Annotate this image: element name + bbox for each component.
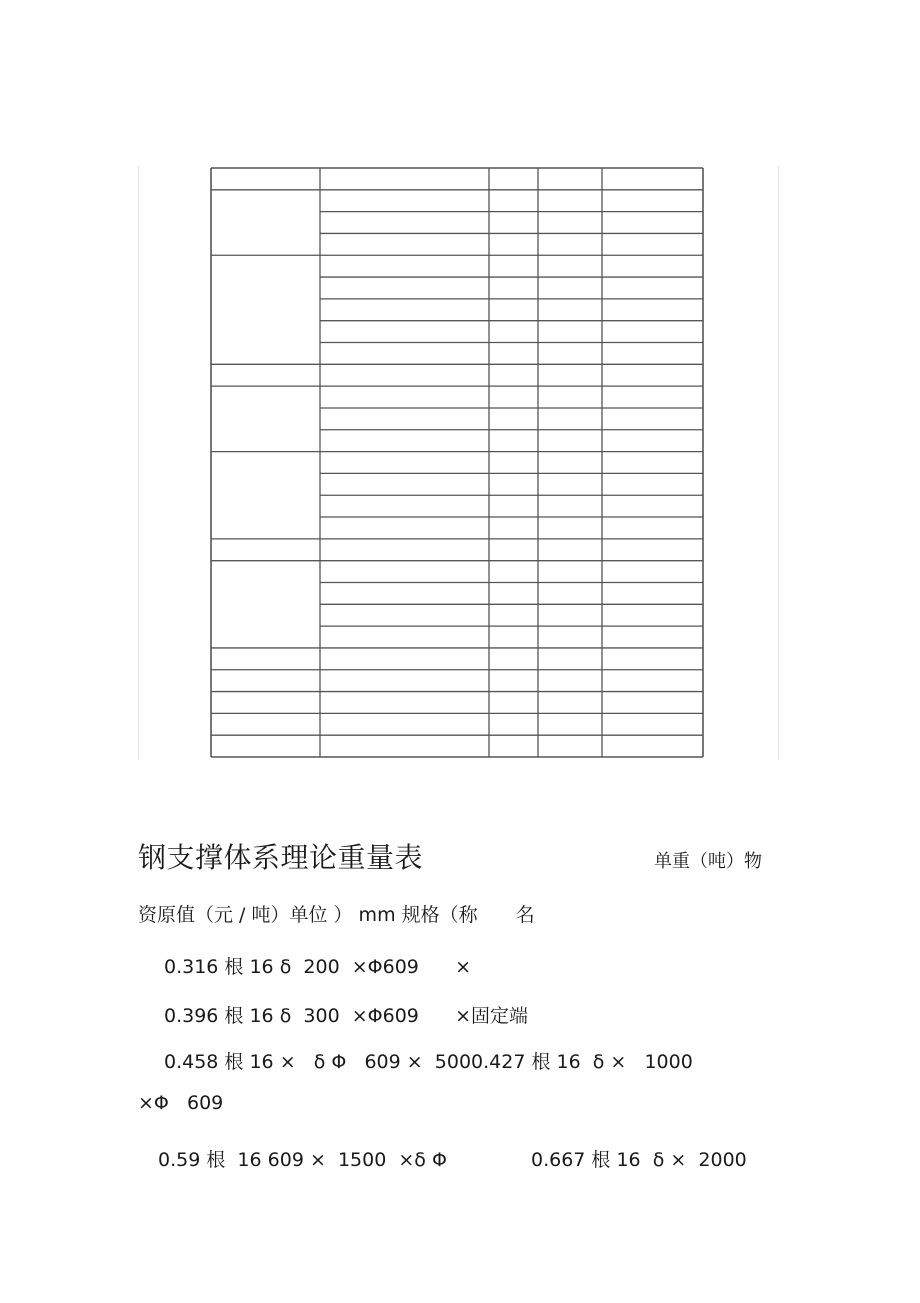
- spec-line-4b: 0.667 根 16 δ × 2000: [531, 1149, 747, 1171]
- spec-line-1: 0.316 根 16 δ 200 ×Φ609 ×: [164, 956, 472, 978]
- spec-line-3: 0.458 根 16 × δ Φ 609 × 5000.427 根 16 δ × 1000: [164, 1051, 693, 1073]
- spec-line-3-continued: ×Φ 609: [138, 1092, 224, 1114]
- document-title: 钢支撑体系理论重量表: [138, 841, 424, 874]
- header-line: 资原值（元 / 吨）单位 ） mm 规格（称 名: [138, 904, 535, 926]
- spec-line-2: 0.396 根 16 δ 300 ×Φ609 ×固定端: [164, 1005, 529, 1027]
- unit-weight-header: 单重（吨）物: [654, 851, 762, 872]
- spec-line-4a: 0.59 根 16 609 × 1500 ×δ Φ: [158, 1149, 447, 1171]
